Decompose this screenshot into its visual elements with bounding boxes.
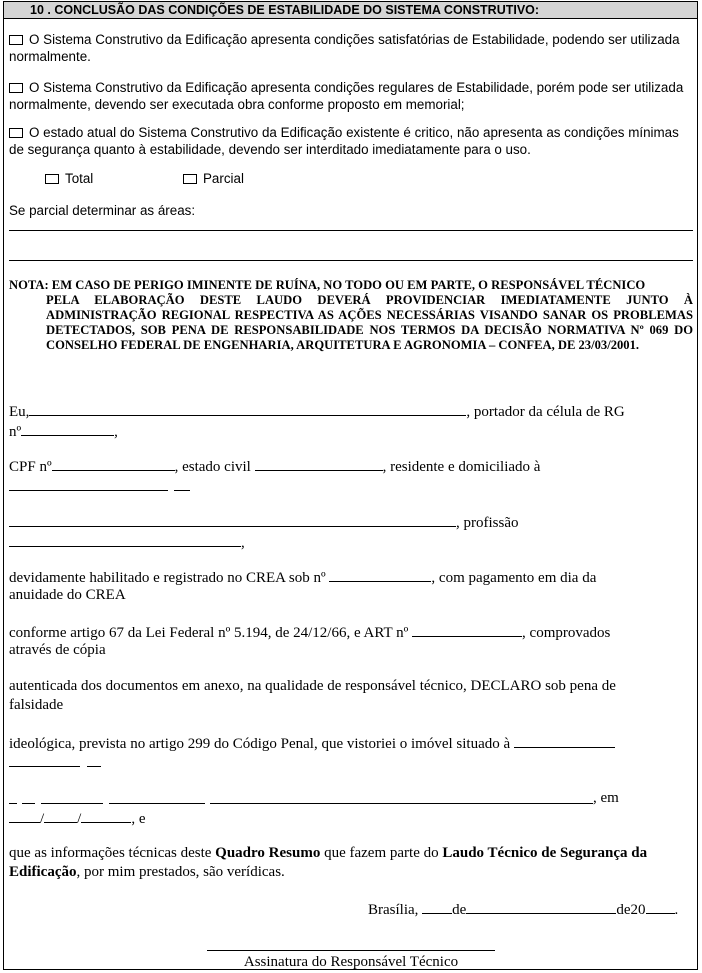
- decl-line-date: [9, 808, 146, 829]
- decl-final-laudo: Laudo Técnico de Segurança da Edificação: [9, 845, 648, 880]
- decl-line-crea: [9, 567, 596, 588]
- checkbox-critical[interactable]: [9, 128, 23, 138]
- crea-field[interactable]: [329, 567, 431, 582]
- imovel-field-3b[interactable]: [22, 789, 35, 804]
- decl-comma-2: ,: [241, 535, 245, 551]
- decl-final-quadro: Quadro Resumo: [215, 845, 321, 861]
- nota-block: [9, 278, 693, 353]
- imovel-field-3a[interactable]: [9, 789, 17, 804]
- nota-first-line: NOTA: EM CASO DE PERIGO IMINENTE DE RUÍNA, NO TODO OU EM PARTE, O RESPONSÁVEL TÉCNICO: [9, 278, 646, 292]
- decl-line-profissao: [9, 512, 519, 533]
- city-label: Brasília,: [368, 902, 419, 918]
- decl-atraves: através de cópia: [9, 642, 106, 658]
- decl-residente: , residente e domiciliado à: [382, 459, 541, 475]
- parcial-label: Parcial: [203, 171, 244, 186]
- sign-month-field[interactable]: [466, 899, 616, 914]
- checkbox-parcial[interactable]: [183, 174, 197, 184]
- option-regular: [9, 79, 693, 113]
- date-year-field[interactable]: [81, 808, 131, 823]
- checkbox-regular[interactable]: [9, 83, 23, 93]
- sign-year-field[interactable]: [646, 899, 675, 914]
- decl-eu: Eu,: [9, 404, 30, 420]
- decl-final: [9, 844, 693, 882]
- decl-line-ideologica: [9, 733, 615, 754]
- decl-line-em: [9, 789, 693, 809]
- date-day-field[interactable]: [9, 808, 40, 823]
- date-month-field[interactable]: [44, 808, 77, 823]
- signature-line[interactable]: [207, 950, 495, 951]
- decl-em: , em: [593, 790, 619, 806]
- rg-field[interactable]: [21, 421, 114, 436]
- decl-autenticada: autenticada dos documentos em anexo, na qualidade de responsável técnico, DECLARO sob pena de: [9, 678, 616, 694]
- estado-civil-field[interactable]: [255, 456, 383, 471]
- checkbox-total[interactable]: [45, 174, 59, 184]
- imovel-field-2a[interactable]: [9, 752, 80, 767]
- nota-text: PELA ELABORAÇÃO DESTE LAUDO DEVERÁ PROVIDENCIAR IMEDIATAMENTE JUNTO À ADMINISTRAÇÃO REGIONAL RESPECTIVA AS AÇÕES NECESSÁRIAS VISANDO SANAR OS PROBLEMAS DETECTADOS, SOB PENA DE RESPONSABILIDADE NOS TERMOS DA DECISÃO NORMATIVA Nº 069 DO CONSELHO FEDERAL DE ENGENHARIA, ARQUITETURA E AGRONOMIA – CONFEA, DE 23/03/2001.: [46, 293, 693, 352]
- decl-rg-no: nº: [9, 424, 22, 440]
- section-title: 10 . CONCLUSÃO DAS CONDIÇÕES DE ESTABILIDADE DO SISTEMA CONSTRUTIVO:: [4, 2, 697, 19]
- imovel-field-2b[interactable]: [87, 752, 101, 767]
- interdiction-parcial: [183, 170, 244, 187]
- date-end: .: [674, 902, 679, 918]
- decl-comma: ,: [114, 424, 118, 440]
- option-satisfactory: [9, 31, 693, 65]
- decl-final-pre: que as informações técnicas deste: [9, 845, 216, 861]
- profissao-field[interactable]: [9, 532, 241, 547]
- de20-label: de20: [616, 902, 646, 918]
- decl-line-eu: [9, 401, 625, 422]
- decl-line-rg: [9, 421, 118, 442]
- decl-line-profissao-2: [9, 532, 245, 553]
- decl-cpf: CPF nº: [9, 459, 52, 475]
- address-field-a[interactable]: [9, 476, 168, 491]
- decl-ideologica: ideológica, prevista no artigo 299 do Código Penal, que vistoriei o imóvel situado à: [9, 736, 511, 752]
- decl-e: , e: [131, 811, 146, 827]
- decl-final-post: , por mim prestados, são verídicas.: [76, 864, 285, 880]
- decl-falsidade: falsidade: [9, 697, 64, 713]
- total-label: Total: [65, 171, 94, 186]
- decl-portador: , portador da célula de RG: [466, 404, 625, 420]
- decl-final-mid: que fazem parte do: [320, 845, 443, 861]
- address-field-c[interactable]: [9, 512, 456, 527]
- option-critical-text: O estado atual do Sistema Construtivo da Edificação existente é critico, não apresenta as condições mínimas de segurança quanto à estabilidade, devendo ser interditado imediatamente para o uso.: [9, 125, 679, 157]
- option-regular-text: O Sistema Construtivo da Edificação apresenta condições regulares de Estabilidade, porém pode ser utilizada normalmente, devendo ser executada obra conforme proposto em memorial;: [9, 80, 684, 112]
- imovel-field-3e[interactable]: [210, 789, 593, 804]
- signature-label: Assinatura do Responsável Técnico: [243, 954, 459, 970]
- partial-areas-line-2[interactable]: [9, 260, 693, 261]
- address-field-b[interactable]: [174, 476, 190, 491]
- interdiction-total: [45, 170, 93, 187]
- art-field[interactable]: [412, 622, 522, 637]
- sign-day-field[interactable]: [422, 899, 452, 914]
- date-slash-1: /: [40, 811, 45, 827]
- option-satisfactory-text: O Sistema Construtivo da Edificação apresenta condições satisfatórias de Estabilidade, podendo ser utilizada normalmente.: [9, 32, 680, 64]
- decl-comprovados: , comprovados: [522, 625, 611, 641]
- cpf-field[interactable]: [52, 456, 175, 471]
- imovel-field-3d[interactable]: [109, 789, 205, 804]
- imovel-field[interactable]: [514, 733, 615, 748]
- de-label-1: de: [452, 902, 467, 918]
- date-place-line: [368, 899, 678, 920]
- decl-line-art: [9, 622, 610, 643]
- name-field[interactable]: [29, 401, 466, 416]
- decl-conforme: conforme artigo 67 da Lei Federal nº 5.194, de 24/12/66, e ART nº: [9, 625, 409, 641]
- decl-crea-after: , com pagamento em dia da: [431, 570, 597, 586]
- checkbox-satisfactory[interactable]: [9, 35, 23, 45]
- partial-areas-label: Se parcial determinar as áreas:: [9, 203, 196, 218]
- imovel-field-3c[interactable]: [41, 789, 103, 804]
- date-slash-2: /: [77, 811, 82, 827]
- partial-areas-line-1[interactable]: [9, 230, 693, 231]
- decl-line-cpf: [9, 456, 540, 477]
- decl-anuidade: anuidade do CREA: [9, 587, 126, 603]
- decl-profissao: , profissão: [456, 515, 519, 531]
- decl-estado-civil: , estado civil: [174, 459, 251, 475]
- decl-crea: devidamente habilitado e registrado no CREA sob nº: [9, 570, 326, 586]
- option-critical: [9, 124, 693, 158]
